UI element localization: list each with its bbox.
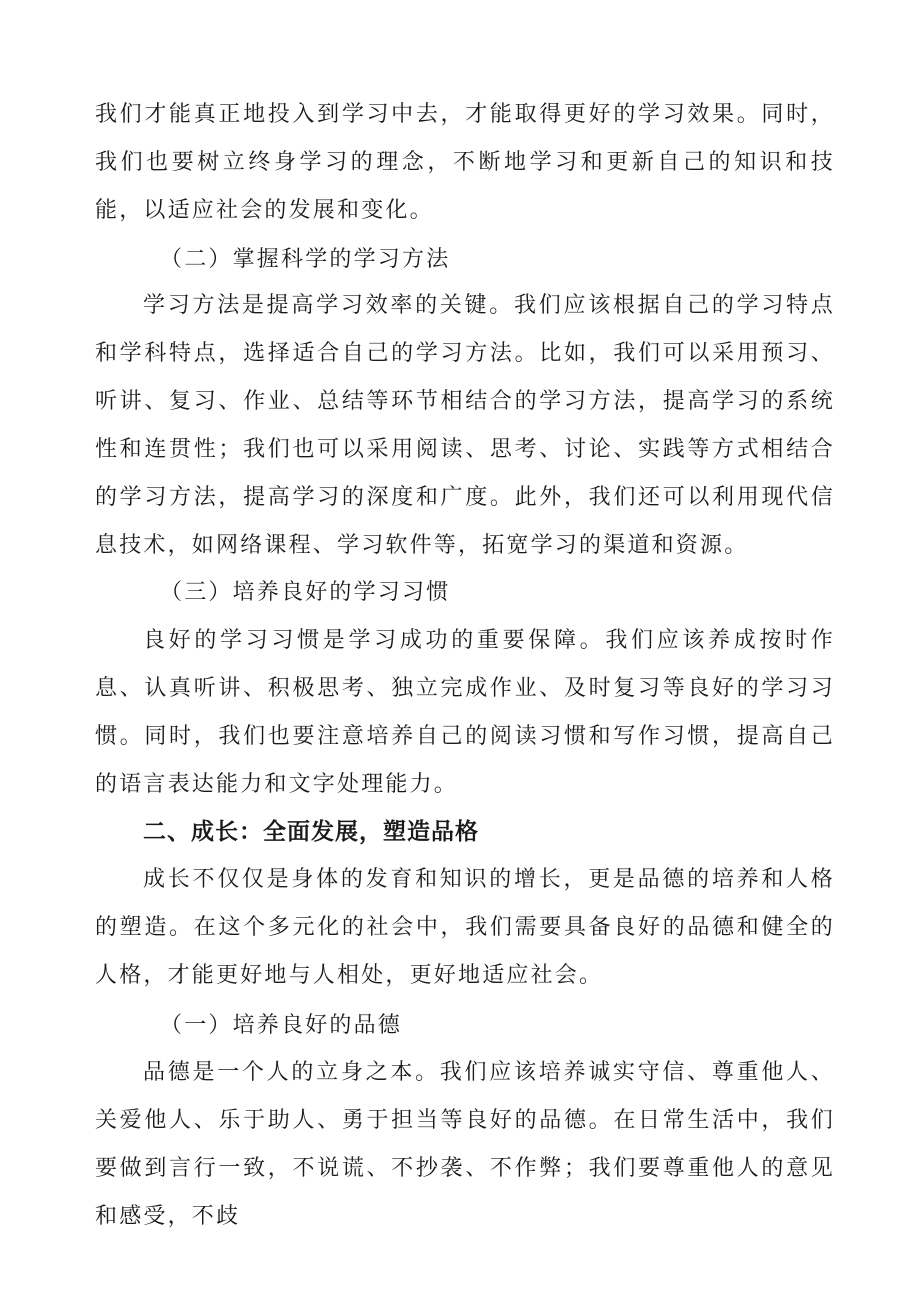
paragraph-growth: 成长不仅仅是身体的发育和知识的增长，更是品德的培养和人格的塑造。在这个多元化的社会中，我们需要具备良好的品德和健全的人格，才能更好地与人相处，更好地适应社会。 [95, 867, 835, 988]
paragraph-morality: 品德是一个人的立身之本。我们应该培养诚实守信、尊重他人、关爱他人、乐于助人、勇于担当等良好的品德。在日常生活中，我们要做到言行一致，不说谎、不抄袭、不作弊；我们要尊重他人的意见和感受，不歧 [95, 1060, 835, 1229]
subheading-study-methods: （二）掌握科学的学习方法 [160, 247, 451, 272]
subheading-study-habits: （三）培养良好的学习习惯 [160, 580, 451, 605]
subheading-morality: （一）培养良好的品德 [160, 1013, 403, 1038]
paragraph-lifelong-learning: 我们才能真正地投入到学习中去，才能取得更好的学习效果。同时，我们也要树立终身学习的理念，不断地学习和更新自己的知识和技能，以适应社会的发展和变化。 [95, 102, 835, 223]
paragraph-study-methods: 学习方法是提高学习效率的关键。我们应该根据自己的学习特点和学科特点，选择适合自己的学习方法。比如，我们可以采用预习、听讲、复习、作业、总结等环节相结合的学习方法，提高学习的系统性和连贯性；我们也可以采用阅读、思考、讨论、实践等方式相结合的学习方法，提高学习的深度和广度。此外，我们还可以利用现代信息技术，如网络课程、学习软件等，拓宽学习的渠道和资源。 [95, 293, 835, 558]
section-heading-growth: 二、成长：全面发展，塑造品格 [143, 819, 479, 845]
paragraph-study-habits: 良好的学习习惯是学习成功的重要保障。我们应该养成按时作息、认真听讲、积极思考、独立完成作业、及时复习等良好的学习习惯。同时，我们也要注意培养自己的阅读习惯和写作习惯，提高自己的语言表达能力和文字处理能力。 [95, 628, 835, 797]
